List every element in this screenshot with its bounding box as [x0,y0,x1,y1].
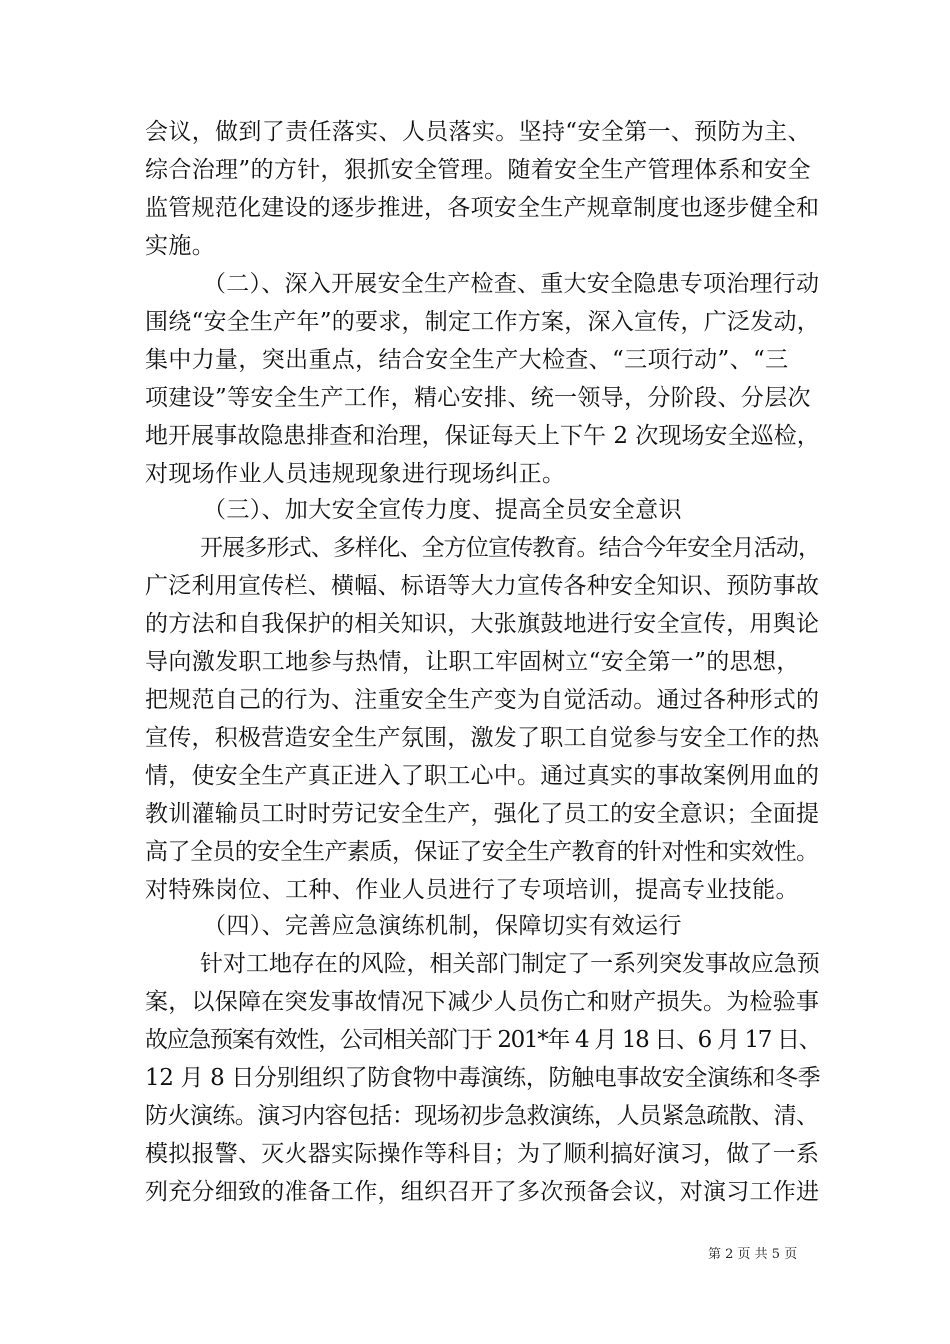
text-line: 宣传，积极营造安全生产氛围，激发了职工自觉参与安全工作的热 [145,725,820,751]
text-line: 对特殊岗位、工种、作业人员进行了专项培训，提高专业技能。 [145,877,799,903]
text-line: 12 月 8 日分别组织了防食物中毒演练，防触电事故安全演练和冬季 [145,1065,821,1091]
text-line: 把规范自己的行为、注重安全生产变为自觉活动。通过各种形式的 [145,687,820,713]
text-line: 模拟报警、灭火器实际操作等科目；为了顺利搞好演习，做了一系 [145,1141,820,1167]
text-line: 的方法和自我保护的相关知识，大张旗鼓地进行安全宣传，用舆论 [145,611,820,637]
page-number: 第 2 页 共 5 页 [708,1247,798,1262]
paragraph-first-line: 针对工地存在的风险，相关部门制定了一系列突发事故应急预 [200,951,820,977]
text-line: 案，以保障在突发事故情况下减少人员伤亡和财产损失。为检验事 [145,989,820,1015]
text-line: 防火演练。演习内容包括：现场初步急救演练，人员紧急疏散、清、 [145,1103,819,1129]
text-line: 高了全员的安全生产素质，保证了安全生产教育的针对性和实效性。 [145,839,819,865]
text-line: 监管规范化建设的逐步推进，各项安全生产规章制度也逐步健全和 [145,195,820,221]
text-line: 教训灌输员工时时劳记安全生产，强化了员工的安全意识；全面提 [145,801,820,827]
paragraph-first-line: 开展多形式、多样化、全方位宣传教育。结合今年安全月活动， [200,535,821,561]
text-line: 实施。 [145,233,216,259]
section-heading-4: （四）、完善应急演练机制，保障切实有效运行 [203,913,682,939]
text-line: 导向激发职工地参与热情，让职工牢固树立“安全第一”的思想， [145,649,800,675]
text-line: 地开展事故隐患排查和治理，保证每天上下午 2 次现场安全巡检， [145,423,820,449]
section-heading-2: （二）、深入开展安全生产检查、重大安全隐患专项治理行动 [203,271,820,297]
text-line: 对现场作业人员违规现象进行现场纠正。 [145,461,566,487]
text-line: 广泛利用宣传栏、横幅、标语等大力宣传各种安全知识、预防事故 [145,573,820,599]
text-line: 围绕“安全生产年”的要求，制定工作方案，深入宣传，广泛发动， [145,309,821,335]
text-line: 列充分细致的准备工作，组织召开了多次预备会议，对演习工作进 [145,1179,820,1205]
text-line: 故应急预案有效性，公司相关部门于 201*年 4 月 18 日、6 月 17 日、 [145,1027,821,1053]
text-line: 项建设”等安全生产工作，精心安排、统一领导，分阶段、分层次 [145,385,811,411]
section-heading-3: （三）、加大安全宣传力度、提高全员安全意识 [203,497,682,523]
text-line: 综合治理”的方针，狠抓安全管理。随着安全生产管理体系和安全 [145,157,811,183]
text-line: 会议，做到了责任落实、人员落实。坚持“安全第一、预防为主、 [145,119,811,145]
text-line: 集中力量，突出重点，结合安全生产大检查、“三项行动”、“三 [145,347,789,373]
text-line: 情，使安全生产真正进入了职工心中。通过真实的事故案例用血的 [145,763,820,789]
